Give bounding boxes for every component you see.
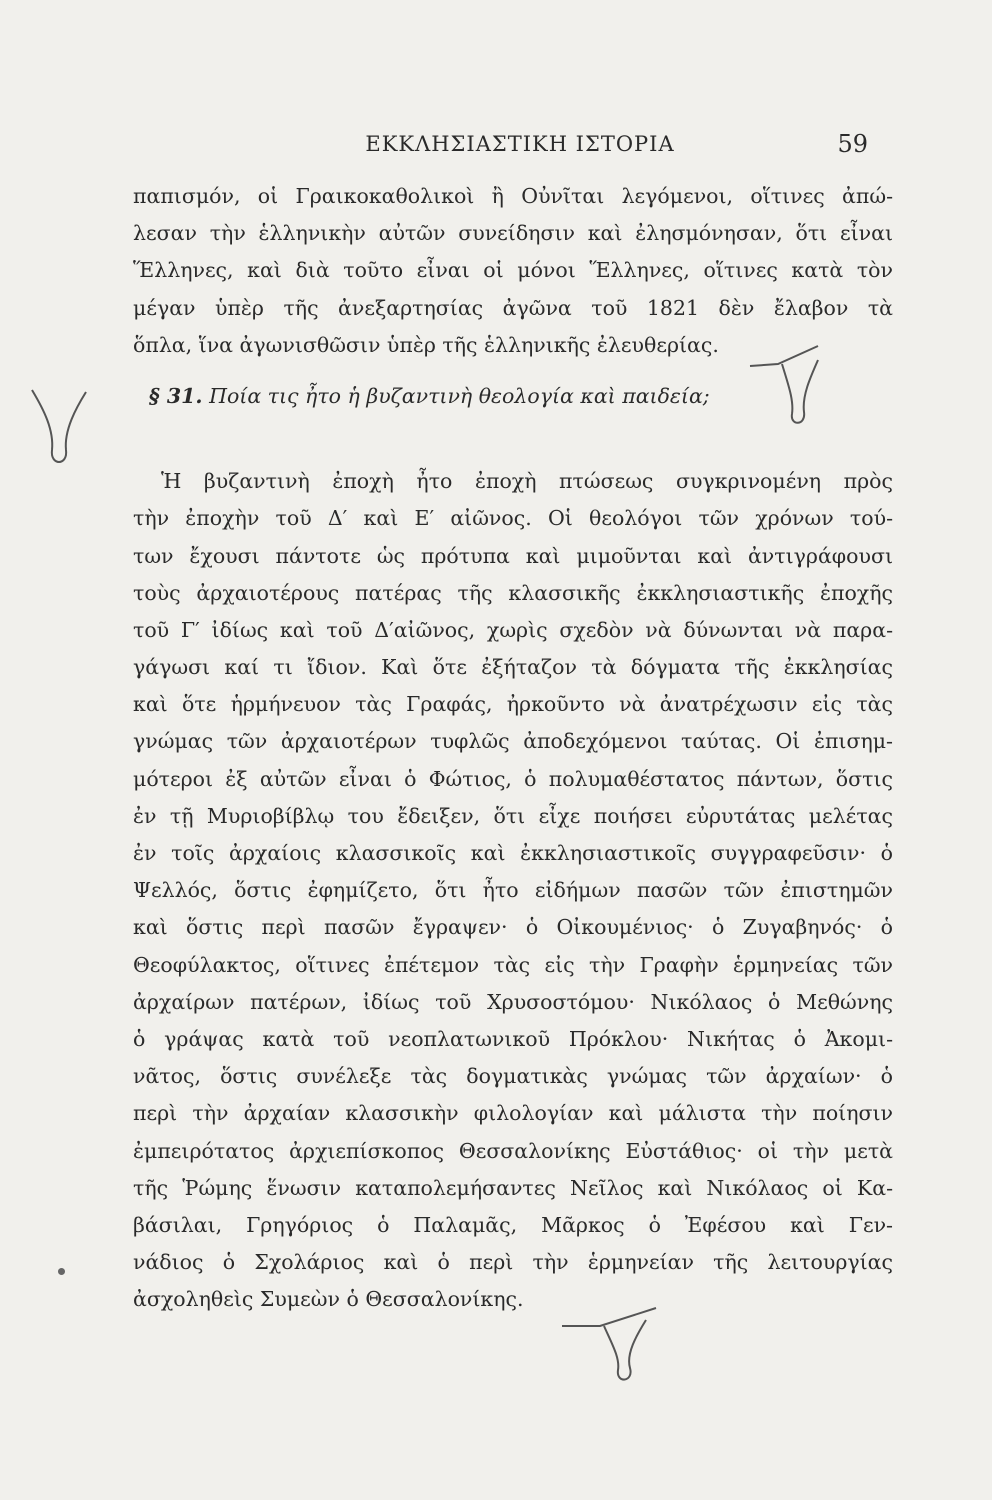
- text-line: λεσαν τὴν ἑλληνικὴν αὐτῶν συνείδησιν καὶ ἐλησμόνησαν, ὅτι εἶναι: [133, 221, 893, 246]
- text-line: γάγωσι καί τι ἴδιον. Καὶ ὅτε ἐξήταζον τὰ δόγματα τῆς ἐκκλησίας: [133, 655, 893, 680]
- text-line: τοὺς ἀρχαιοτέρους πατέρας τῆς κλασσικῆς ἐκκλησιαστικῆς ἐποχῆς: [133, 580, 893, 605]
- text-line: μέγαν ὑπὲρ τῆς ἀνεξαρτησίας ἀγῶνα τοῦ 1821 δὲν ἔλαβον τὰ: [133, 295, 893, 320]
- text-line: παπισμόν, οἱ Γραικοκαθολικοὶ ἢ Οὐνῖται λεγόμενοι, οἵτινες ἀπώ-: [133, 184, 893, 208]
- text-line: Ἡ βυζαντινὴ ἐποχὴ ἦτο ἐποχὴ πτώσεως συγκρινομένη πρὸς: [161, 469, 893, 494]
- text-line: γνώμας τῶν ἀρχαιοτέρων τυφλῶς ἀποδεχόμενοι ταύτας. Οἱ ἐπισημ-: [133, 729, 893, 754]
- pencil-mark-mid-icon: [748, 338, 828, 428]
- running-head: [0, 128, 992, 164]
- text-line: καὶ ὅστις περὶ πασῶν ἔγραψεν· ὁ Οἰκουμένιος· ὁ Ζυγαβηνός· ὁ: [133, 915, 893, 940]
- text-line: των ἔχουσι πάντοτε ὡς πρότυπα καὶ μιμοῦνται καὶ ἀντιγράφουσι: [133, 543, 893, 568]
- text-line: μότεροι ἐξ αὐτῶν εἶναι ὁ Φώτιος, ὁ πολυμαθέστατος πάντων, ὅστις: [133, 766, 893, 791]
- pencil-mark-left-icon: [24, 380, 94, 470]
- text-line: καὶ ὅτε ἡρμήνευον τὰς Γραφάς, ἠρκοῦντο νὰ ἀνατρέχωσιν εἰς τὰς: [133, 692, 893, 717]
- text-line: ἐμπειρότατος ἀρχιεπίσκοπος Θεσσαλονίκης Εὐστάθιος· οἱ τὴν μετὰ: [133, 1138, 893, 1163]
- text-line: ἐν τοῖς ἀρχαίοις κλασσικοῖς καὶ ἐκκλησιαστικοῖς συγγραφεῦσιν· ὁ: [133, 841, 893, 865]
- section-title: Ποία τις ἦτο ἡ βυζαντινὴ θεολογία καὶ παιδεία;: [209, 383, 710, 408]
- text-line: νάδιος ὁ Σχολάριος καὶ ὁ περὶ τὴν ἑρμηνείαν τῆς λειτουργίας: [133, 1250, 893, 1275]
- text-line: ὁ γράψας κατὰ τοῦ νεοπλατωνικοῦ Πρόκλου· Νικήτας ὁ Ἀκομι-: [133, 1026, 893, 1051]
- section-number: § 31.: [149, 383, 203, 408]
- text-line: Θεοφύλακτος, οἵτινες ἐπέτεμον τὰς εἰς τὴν Γραφὴν ἑρμηνείας τῶν: [133, 952, 893, 977]
- page-number: 59: [837, 130, 868, 158]
- paragraph-1: [133, 178, 893, 364]
- text-line: ἀσχοληθεὶς Συμεὼν ὁ Θεσσαλονίκης.: [133, 1287, 524, 1312]
- text-line: Ψελλός, ὅστις ἐφημίζετο, ὅτι ἦτο εἰδήμων πασῶν τῶν ἐπιστημῶν: [133, 878, 893, 903]
- text-line: ὅπλα, ἵνα ἀγωνισθῶσιν ὑπὲρ τῆς ἑλληνικῆς ἐλευθερίας.: [133, 332, 719, 357]
- text-line: βάσιλαι, Γρηγόριος ὁ Παλαμᾶς, Μᾶρκος ὁ Ἐφέσου καὶ Γεν-: [133, 1212, 893, 1237]
- text-line: νᾶτος, ὅστις συνέλεξε τὰς δογματικὰς γνώμας τῶν ἀρχαίων· ὁ: [133, 1064, 893, 1089]
- text-line: ἀρχαίρων πατέρων, ἰδίως τοῦ Χρυσοστόμου· Νικόλαος ὁ Μεθώνης: [133, 989, 893, 1014]
- pencil-mark-bottom-icon: [560, 1296, 670, 1386]
- text-line: τοῦ Γ′ ἰδίως καὶ τοῦ Δ′αἰῶνος, χωρὶς σχεδὸν νὰ δύνωνται νὰ παρα-: [133, 617, 893, 642]
- text-line: περὶ τὴν ἀρχαίαν κλασσικὴν φιλολογίαν καὶ μάλιστα τὴν ποίησιν: [133, 1101, 893, 1126]
- margin-dot: [58, 1268, 65, 1275]
- running-title: ΕΚΚΛΗΣΙΑΣΤΙΚΗ ΙΣΤΟΡΙΑ: [365, 132, 675, 156]
- text-line: ἐν τῇ Μυριοβίβλῳ του ἔδειξεν, ὅτι εἶχε ποιήσει εὐρυτάτας μελέτας: [133, 803, 893, 828]
- text-line: τὴν ἐποχὴν τοῦ Δ′ καὶ Ε′ αἰῶνος. Οἱ θεολόγοι τῶν χρόνων τού-: [133, 506, 893, 531]
- text-line: τῆς Ῥώμης ἕνωσιν καταπολεμήσαντες Νεῖλος καὶ Νικόλαος οἱ Κα-: [133, 1175, 893, 1200]
- paragraph-2: [133, 463, 893, 1318]
- text-line: Ἕλληνες, καὶ διὰ τοῦτο εἶναι οἱ μόνοι Ἕλληνες, οἵτινες κατὰ τὸν: [133, 258, 893, 283]
